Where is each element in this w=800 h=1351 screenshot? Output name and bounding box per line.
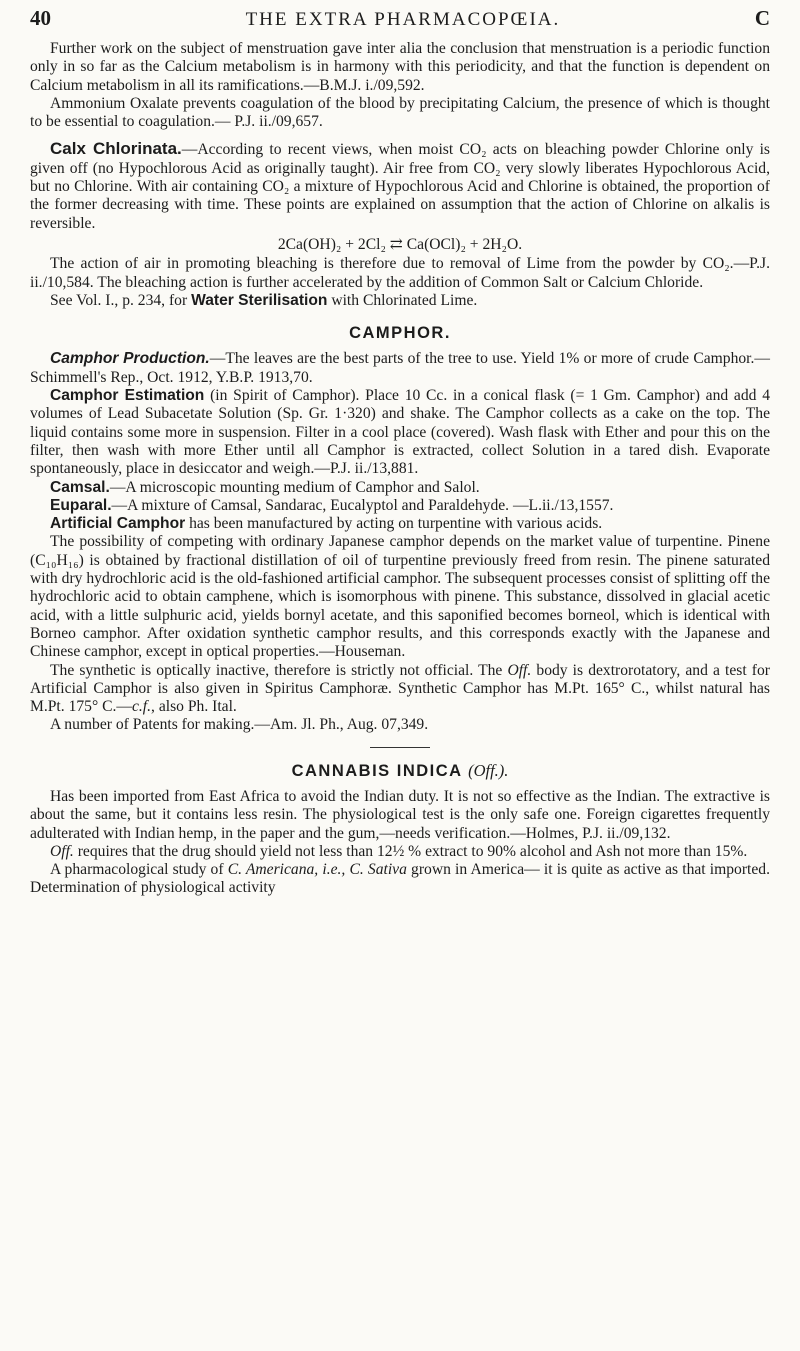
paragraph-patents: A number of Patents for making.—Am. Jl. Ph., Aug. 07,349. — [50, 716, 429, 734]
study-species: C. Americana, i.e., C. Sativa — [227, 861, 407, 879]
synthetic-off: Off. — [507, 661, 532, 679]
heading-cannabis-indica — [30, 762, 770, 780]
euparal-text: —A mixture of Camsal, Sandarac, Eucalyptol and Paraldehyde. —L.ii./13,1557. — [111, 496, 614, 514]
study-pre: A pharmacological study of — [50, 861, 224, 879]
see-vol-pre: See Vol. I., p. 234, for — [50, 291, 188, 309]
paragraph-japanese-camphor: The possibility of competing with ordinary Japanese camphor depends on the market value of turpentine. Pinene (C₁₀H₁₆) is obtained by fractional distillation of oil of turpentine previously freed from resin. The pinene saturated with dry hydrochloric acid is the old-fashioned artificial camphor. The subsequent processes consist of splitting off the hydrochloric acid to obtain camphene, which is isomorphous with pinene. This substance, dissolved in glacial acetic acid, with a little sulphuric acid, yields bornyl acetate, and this saponified becomes borneol, which is identical with Borneo camphor. After oxidation synthetic camphor results, and this corresponds exactly with the Japanese and Chinese camphor, except in optical properties.—Houseman. — [30, 533, 770, 661]
paragraph-cannabis-import: Has been imported from East Africa to avoid the Indian duty. It is not so effective as the Indian. The extractive is about the same, but it contains less resin. The physiological test is the only safe one. Foreign cigarettes frequently adulterated with Indian hemp, in the paper and the gum,—needs verification.—Holmes, P.J. ii./09,132. — [30, 787, 770, 842]
chemical-equation: 2Ca(OH)₂ + 2Cl₂ ⇄ Ca(OCl)₂ + 2H₂O. — [277, 235, 523, 253]
page-number: 40 — [30, 6, 51, 30]
term-camphor-production: Camphor Production. — [50, 350, 210, 368]
paragraph-ammonium-oxalate: Ammonium Oxalate prevents coagulation of the blood by precipitating Calcium, the presence of which is thought to be essential to coagulation.— P.J. ii./09,657. — [30, 94, 770, 131]
paragraph-artificial-camphor — [30, 515, 770, 533]
paragraph-cannabis-study — [30, 861, 770, 898]
page-body — [30, 40, 770, 898]
paragraph-bleaching-air: The action of air in promoting bleaching is therefore due to removal of Lime from the powder by CO₂.—P.J. ii./10,584. The bleaching action is further accelerated by the addition of Common Salt or Calcium Chloride. — [30, 255, 770, 291]
term-artificial-camphor: Artificial Camphor — [50, 515, 186, 533]
synthetic-post: , also Ph. Ital. — [151, 698, 237, 716]
paragraph-menstruation: Further work on the subject of menstruation gave inter alia the conclusion that menstruation is a periodic function only in so far as the Calcium metabolism is in harmony with this periodicity, and that the function is dependent on Calcium metabolism in all its ramifications.—B.M.J. i./09,592. — [30, 40, 770, 94]
paragraph-calx-chlorinata — [30, 140, 770, 232]
cannabis-off-text: requires that the drug should yield not less than 12½ % extract to 90% alcohol and Ash not more than 15%. — [77, 842, 748, 860]
camphor-production-text: —The leaves are the best parts of the tree to use. Yield 1% or more of crude Camphor.—Schimmell's Rep., Oct. 1912, Y.B.P. 1913,70. — [30, 350, 770, 386]
cannabis-off: Off. — [50, 842, 74, 860]
running-head — [30, 6, 770, 40]
paragraph-camphor-production — [30, 350, 770, 387]
section-letter: C — [754, 6, 770, 30]
running-title: THE EXTRA PHARMACOPŒIA. — [245, 9, 561, 30]
section-divider — [370, 747, 430, 748]
study-post: grown in America— it is quite as active as that imported. Determination of physiological activity — [30, 861, 770, 897]
see-vol-post: with Chlorinated Lime. — [331, 291, 478, 309]
paragraph-camphor-estimation — [30, 387, 770, 478]
synthetic-pre: The synthetic is optically inactive, therefore is strictly not official. The — [50, 661, 503, 679]
cannabis-heading-off: (Off.). — [468, 760, 509, 780]
camsal-text: —A microscopic mounting medium of Camphor and Salol. — [109, 478, 480, 496]
paragraph-see-vol — [30, 292, 770, 310]
paragraph-camsal — [30, 479, 770, 497]
term-camphor-estimation: Camphor Estimation — [50, 387, 205, 405]
paragraph-euparal — [30, 497, 770, 515]
heading-camphor: CAMPHOR. — [349, 324, 451, 343]
term-calx-chlorinata: Calx Chlorinata. — [50, 139, 182, 159]
term-euparal: Euparal. — [50, 496, 112, 514]
cannabis-heading-text: CANNABIS INDICA — [291, 761, 462, 780]
paragraph-synthetic-camphor — [30, 662, 770, 717]
term-water-sterilisation: Water Sterilisation — [191, 291, 328, 309]
artificial-camphor-text: has been manufactured by acting on turpentine with various acids. — [189, 515, 603, 533]
synthetic-cf: c.f. — [131, 698, 152, 716]
paragraph-cannabis-off — [30, 843, 770, 861]
camphor-estimation-text: (in Spirit of Camphor). Place 10 Cc. in a conical flask (= 1 Gm. Camphor) and add 4 volumes of Lead Subacetate Solution (Sp. Gr. 1·320) and shake. The Camphor collects as a cake on the top. The liquid contains some more in suspension. Filter in a cool place (covered). Wash flask with Ether and pour this on the filter, then wash with more Ether until all Camphor is extracted, collect Solution in a tared dish. Evaporate spontaneously, place in desiccator and weigh.—P.J. ii./13,881. — [30, 387, 770, 478]
calx-chlorinata-text: —According to recent views, when moist CO₂ acts on bleaching powder Chlorine only is given off (no Hypochlorous Acid as originally taught). Air free from CO₂ very slowly liberates Hypochlorous Acid, but no Chlorine. With air containing CO₂ a mixture of Hypochlorous Acid and Chlorine is obtained, the proportion of the former decreasing with time. These points are explained on assumption that the action of Chlorine on alkalis is reversible. — [30, 141, 770, 232]
synthetic-mid: body is dextrorotatory, and a test for Artificial Camphor is also given in Spiritus Camphoræ. Synthetic Camphor has M.Pt. 165° C., whilst natural has M.Pt. 175° C.— — [30, 661, 770, 716]
term-camsal: Camsal. — [50, 478, 110, 496]
